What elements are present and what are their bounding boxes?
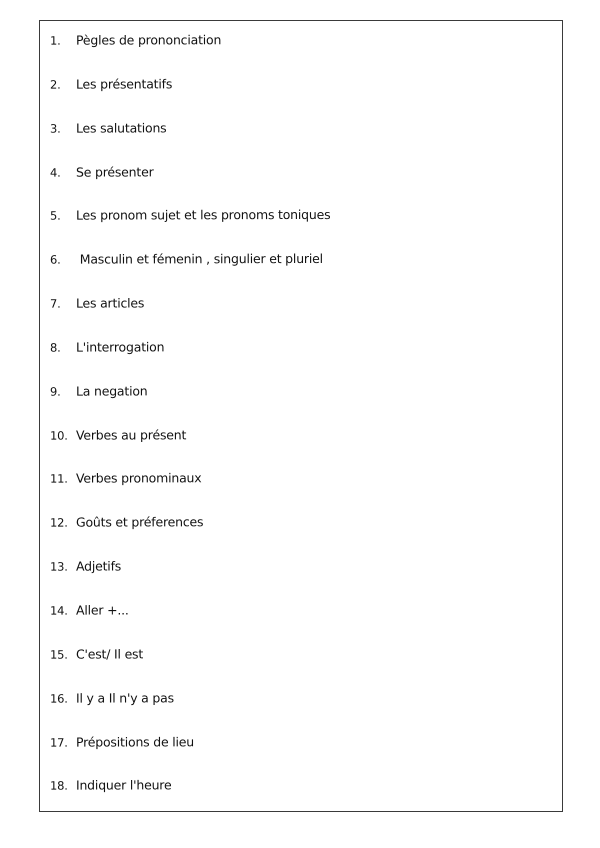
list-item-number: 15.	[49, 647, 68, 662]
list-item-number: 9.	[49, 384, 61, 399]
list-item	[50, 74, 552, 119]
list-item	[50, 381, 552, 426]
list-item-label: Adjetifs	[75, 558, 122, 574]
list-item	[50, 688, 552, 733]
list-item	[50, 118, 552, 163]
list-item-number: 1.	[49, 33, 61, 48]
list-item-number: 10.	[49, 428, 68, 443]
list-item-number: 8.	[49, 340, 61, 355]
list-item-number: 3.	[49, 121, 61, 136]
list-item-label: Verbes au présent	[75, 426, 187, 443]
list-item-label: Les articles	[75, 295, 145, 311]
list-item	[50, 600, 552, 645]
page-frame	[39, 20, 563, 812]
list-item	[50, 206, 552, 251]
list-item	[50, 293, 552, 338]
list-item	[50, 732, 552, 777]
topic-list	[50, 31, 552, 820]
list-item-label: Pègles de prononciation	[75, 32, 222, 48]
list-item	[50, 556, 552, 601]
list-item-label: Les pronom sujet et les pronoms toniques	[75, 207, 331, 223]
list-item	[50, 425, 552, 470]
list-item-label: Aller +...	[75, 602, 129, 618]
list-item	[50, 162, 552, 207]
list-item-label: La negation	[75, 383, 148, 399]
list-item-label: L'interrogation	[75, 339, 165, 355]
list-item-label: Goûts et préferences	[75, 514, 204, 530]
list-item-label: Masculin et fémenin , singulier et pluriel	[75, 251, 323, 267]
list-item-label: Il y a Il n'y a pas	[75, 689, 174, 706]
list-item-label: Les présentatifs	[75, 76, 173, 92]
list-item-number: 4.	[49, 165, 61, 180]
list-item-label: Les salutations	[75, 120, 167, 136]
list-item	[50, 30, 552, 75]
list-item	[50, 776, 552, 821]
list-item-label: Indiquer l'heure	[75, 777, 172, 793]
list-item-number: 13.	[49, 559, 68, 574]
list-item	[50, 469, 552, 514]
list-item-label: Prépositions de lieu	[75, 733, 195, 750]
list-item	[50, 250, 552, 295]
list-item-label: C'est/ Il est	[75, 646, 144, 662]
list-item-number: 2.	[49, 77, 61, 92]
list-item-number: 12.	[49, 515, 68, 530]
list-item	[50, 513, 552, 558]
list-item-number: 5.	[49, 209, 61, 224]
list-item-number: 14.	[49, 603, 68, 618]
list-item-number: 6.	[49, 252, 61, 267]
list-item	[50, 644, 552, 689]
list-item-label: Verbes pronominaux	[75, 470, 202, 487]
list-item-number: 7.	[49, 296, 61, 311]
list-item-label: Se présenter	[75, 163, 154, 180]
list-item-number: 18.	[49, 778, 68, 794]
list-item-number: 17.	[49, 735, 68, 750]
list-item-number: 11.	[49, 472, 68, 487]
list-item	[50, 337, 552, 382]
list-item-number: 16.	[49, 691, 68, 706]
